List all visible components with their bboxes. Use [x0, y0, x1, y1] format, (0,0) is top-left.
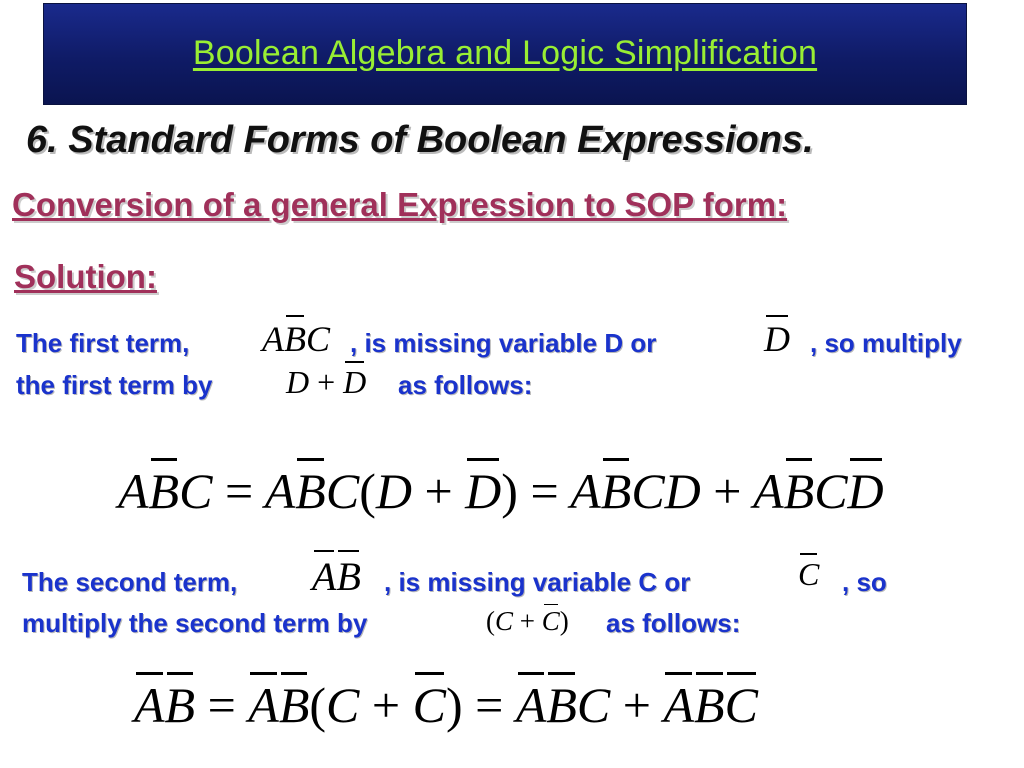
para1-text-d: the first term by	[16, 370, 213, 400]
section-heading: 6. Standard Forms of Boolean Expressions.	[26, 119, 814, 161]
solution-label: Solution:	[14, 258, 157, 295]
para2-text-c: , so	[842, 567, 887, 597]
term-abar-bbar: AB	[312, 554, 361, 599]
term-c-plus-cbar: (C + C)	[486, 606, 569, 636]
para1-text-c: , so multiply	[810, 328, 962, 358]
para1-text-a: The first term,	[16, 328, 190, 358]
slide-title: Boolean Algebra and Logic Simplification	[192, 34, 818, 72]
term-cbar: C	[798, 556, 820, 592]
equation-2: AB = AB(C + C) = ABC + ABC	[134, 677, 758, 733]
para2-text-b: , is missing variable C or	[384, 567, 691, 597]
term-dbar: D	[764, 319, 790, 359]
title-banner	[44, 4, 966, 104]
equation-1: ABC = ABC(D + D) = ABCD + ABCD	[118, 463, 884, 519]
para2-text-d: multiply the second term by	[22, 608, 368, 638]
para1-text-e: as follows:	[398, 370, 533, 400]
para1-text-b: , is missing variable D or	[350, 328, 657, 358]
term-d-plus-dbar: D + D	[286, 364, 367, 400]
term-a-bbar-c: ABC	[262, 319, 331, 359]
para2-text-a: The second term,	[22, 567, 238, 597]
para2-text-e: as follows:	[606, 608, 741, 638]
subheading: Conversion of a general Expression to SOP form:	[12, 186, 788, 223]
